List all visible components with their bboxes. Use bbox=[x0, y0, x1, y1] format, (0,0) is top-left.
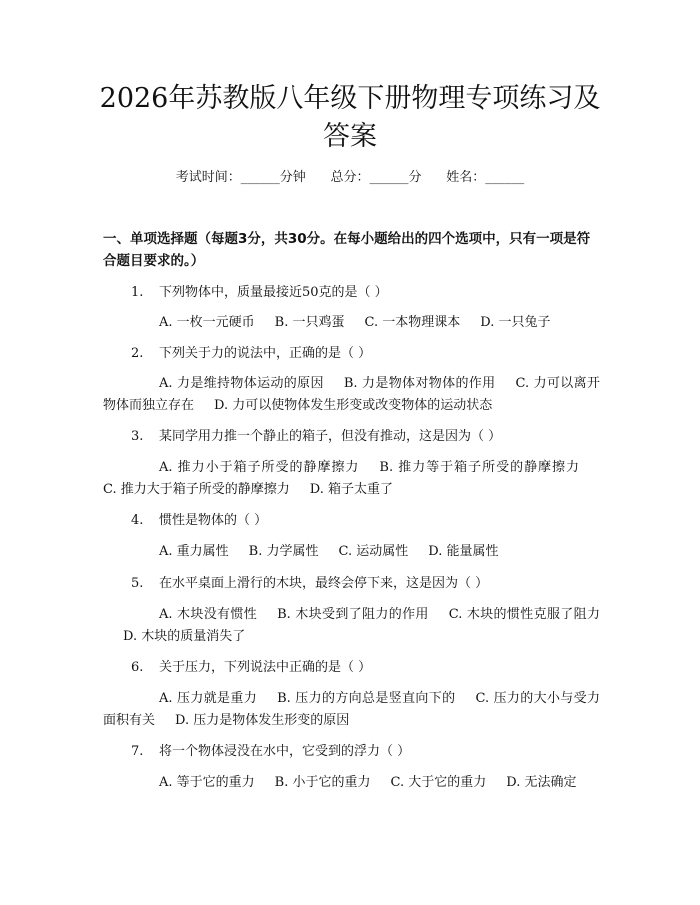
question-3-options bbox=[103, 457, 600, 501]
option-a: A. 力是维持物体运动的原因 bbox=[159, 376, 324, 391]
option-a: A. 推力小于箱子所受的静摩擦力 bbox=[159, 460, 360, 475]
question-7 bbox=[103, 741, 600, 763]
option-b: B. 小于它的重力 bbox=[274, 775, 371, 790]
option-c: C. 力可以离开物体而独立存在 bbox=[103, 376, 600, 413]
question-number: 7. bbox=[131, 744, 144, 759]
question-6 bbox=[103, 657, 600, 679]
option-c: C. 大于它的重力 bbox=[390, 775, 487, 790]
option-a: A. 木块没有惯性 bbox=[159, 607, 258, 622]
option-b: B. 力学属性 bbox=[248, 544, 319, 559]
option-c: C. 一本物理课本 bbox=[364, 315, 461, 330]
option-b: B. 木块受到了阻力的作用 bbox=[277, 607, 429, 622]
question-text: 将一个物体浸没在水中，它受到的浮力（ ） bbox=[159, 744, 411, 759]
exam-info-line: 考试时间：______分钟 总分：______分 姓名：______ bbox=[175, 170, 525, 185]
option-b: B. 推力等于箱子所受的静摩擦力 bbox=[379, 460, 580, 475]
option-a: A. 重力属性 bbox=[159, 544, 229, 559]
question-1 bbox=[103, 282, 600, 304]
option-b: B. 一只鸡蛋 bbox=[274, 315, 345, 330]
question-5-options bbox=[103, 604, 600, 648]
option-d: D. 压力是物体发生形变的原因 bbox=[175, 713, 350, 728]
option-a: A. 等于它的重力 bbox=[159, 775, 255, 790]
option-c: C. 推力大于箱子所受的静摩擦力 bbox=[103, 482, 290, 497]
page-title: 2026年苏教版八年级下册物理专项练习及答案 bbox=[99, 83, 601, 152]
option-c: C. 运动属性 bbox=[338, 544, 409, 559]
section-heading: 一、单项选择题（每题3分，共30分。在每小题给出的四个选项中，只有一项是符合题目要求的。） bbox=[103, 231, 591, 269]
question-text: 惯性是物体的（ ） bbox=[159, 513, 268, 528]
question-number: 3. bbox=[131, 429, 144, 444]
option-d: D. 无法确定 bbox=[506, 775, 577, 790]
question-text: 某同学用力推一个静止的箱子，但没有推动，这是因为（ ） bbox=[159, 429, 502, 444]
option-d: D. 木块的质量消失了 bbox=[123, 629, 246, 644]
option-a: A. 压力就是重力 bbox=[159, 691, 258, 706]
option-c: C. 木块的惯性克服了阻力 bbox=[448, 607, 601, 622]
question-4 bbox=[103, 510, 600, 532]
option-a: A. 一枚一元硬币 bbox=[159, 315, 255, 330]
option-d: D. 箱子太重了 bbox=[309, 482, 393, 497]
option-b: B. 力是物体对物体的作用 bbox=[343, 376, 496, 391]
question-text: 关于压力，下列说法中正确的是（ ） bbox=[159, 660, 372, 675]
question-text: 在水平桌面上滑行的木块，最终会停下来，这是因为（ ） bbox=[159, 576, 489, 591]
question-number: 4. bbox=[131, 513, 144, 528]
question-number: 1. bbox=[131, 285, 144, 300]
question-2 bbox=[103, 343, 600, 365]
option-c: C. 压力的大小与受力面积有关 bbox=[103, 691, 601, 728]
option-d: D. 力可以使物体发生形变或改变物体的运动状态 bbox=[214, 398, 493, 413]
question-2-options bbox=[103, 373, 600, 417]
question-1-options bbox=[103, 312, 600, 334]
question-text: 下列物体中，质量最接近50克的是（ ） bbox=[159, 285, 388, 300]
question-4-options bbox=[103, 541, 600, 563]
option-b: B. 压力的方向总是竖直向下的 bbox=[277, 691, 456, 706]
question-5 bbox=[103, 573, 600, 595]
question-6-options bbox=[103, 688, 600, 732]
question-number: 5. bbox=[131, 576, 144, 591]
option-d: D. 一只兔子 bbox=[480, 315, 551, 330]
question-3 bbox=[103, 426, 600, 448]
question-number: 6. bbox=[131, 660, 144, 675]
question-text: 下列关于力的说法中，正确的是（ ） bbox=[159, 346, 372, 361]
question-7-options bbox=[103, 772, 600, 794]
option-d: D. 能量属性 bbox=[428, 544, 499, 559]
question-number: 2. bbox=[131, 346, 144, 361]
